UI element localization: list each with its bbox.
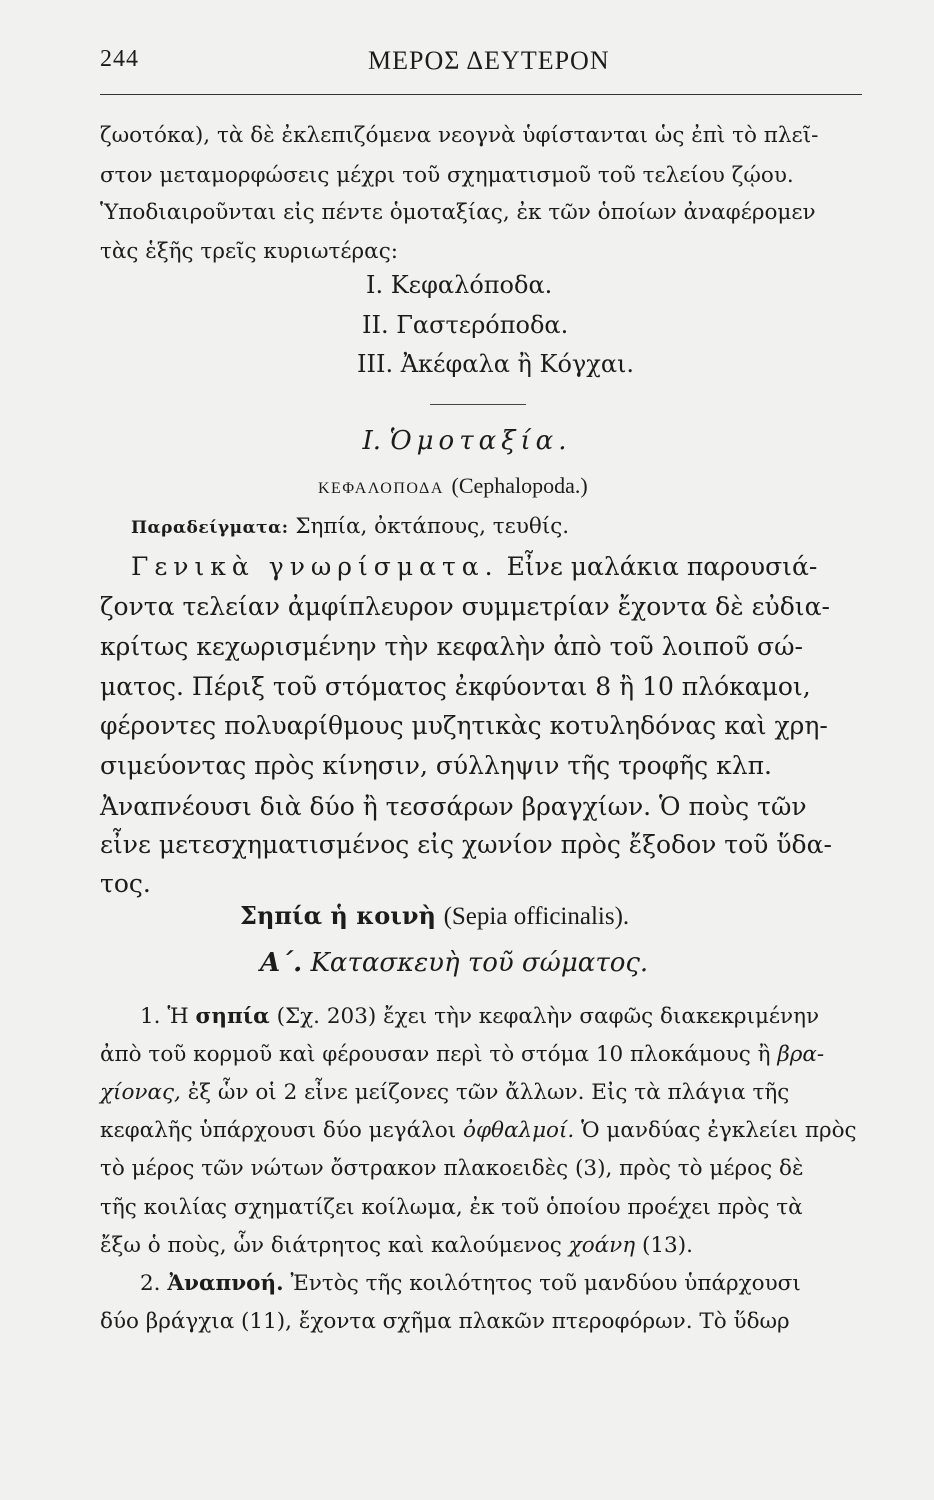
page-number: 244 (100, 46, 139, 72)
general-line-9: τος. (100, 869, 151, 898)
class-numeral: II. (362, 311, 389, 339)
p1-text: Ὁ μανδύας ἐγκλείει πρὸς (581, 1118, 857, 1143)
general-line-8: εἶνε μετεσχηματισμένος εἰς χωνίον πρὸς ἔξοδον τοῦ ὕδα- (100, 830, 832, 859)
p2-line-1 (140, 1269, 801, 1299)
p1-line-5: τὸ μέρος τῶν νώτων ὄστρακον πλακοειδὲς (3), πρὸς τὸ μέρος δὲ (100, 1156, 804, 1181)
general-text: Εἶνε μαλάκια παρουσιά- (506, 552, 818, 581)
intro-line-3: Ὑποδιαιροῦνται εἰς πέντε ὁμοταξίας, ἐκ τῶν ὁποίων ἀναφέρομεν (100, 200, 816, 225)
class-numeral: III. (357, 350, 394, 378)
class-item-3 (357, 349, 634, 379)
p1-italic: χίονας, (100, 1080, 181, 1105)
section-heading (0, 426, 934, 456)
section-title: Ὁμοταξία. (389, 426, 572, 456)
header-rule (100, 94, 862, 95)
general-line-6: σιμεύοντας πρὸς κίνησιν, σύλληψιν τῆς τροφῆς κλπ. (100, 751, 772, 780)
general-line-7: Ἀναπνέουσι διὰ δύο ἢ τεσσάρων βραγχίων. Ὁ ποὺς τῶν (100, 792, 807, 821)
p2-number: 2. (140, 1271, 161, 1296)
subtitle-latin: (Cephalopoda.) (451, 473, 588, 498)
p1-line-4 (100, 1116, 857, 1146)
species-latin: (Sepia officinalis). (443, 903, 630, 930)
class-name: Κεφαλόποδα. (390, 271, 553, 299)
p1-text: ἀπὸ τοῦ κορμοῦ καὶ φέρουσαν περὶ τὸ στόμα 10 πλοκάμους ἢ (100, 1042, 771, 1067)
p1-line-2 (100, 1040, 824, 1070)
p1-line-6: τῆς κοιλίας σχηματίζει κοίλωμα, ἐκ τοῦ ὁποίου προέχει πρὸς τὰ (100, 1195, 803, 1220)
p1-line-1 (140, 1002, 819, 1032)
p1-italic: ὀφθαλμοί. (463, 1118, 575, 1143)
class-numeral: I. (366, 271, 384, 299)
p1-text: κεφαλῆς ὑπάρχουσι δύο μεγάλοι (100, 1118, 457, 1143)
subsection-letter: Α΄. (260, 948, 303, 978)
section-divider (430, 404, 526, 405)
subtitle-greek: ΚΕΦΑΛΟΠΟΔΑ (318, 480, 444, 497)
p1-text: ἐξ ὧν οἱ 2 εἶνε μείζονες τῶν ἄλλων. Εἰς τὰ πλάγια τῆς (187, 1080, 790, 1105)
species-name: Σηπία ἡ κοινὴ (240, 901, 436, 930)
running-head: ΜΕΡΟΣ ΔΕΥΤΕΡΟΝ (368, 46, 610, 75)
general-heading: Γενικὰ γνωρίσματα. (131, 552, 499, 581)
p2-text: Ἐντὸς τῆς κοιλότητος τοῦ μανδύου ὑπάρχουσι (290, 1271, 801, 1296)
p1-line-7 (100, 1231, 693, 1261)
class-name: Ἀκέφαλα ἢ Κόγχαι. (400, 350, 635, 378)
general-line-1 (131, 552, 817, 582)
p1-text: (13). (641, 1233, 693, 1258)
page-header (100, 46, 860, 86)
examples-text: Σηπία, ὀκτάπους, τευθίς. (295, 514, 570, 539)
intro-line-1: ζωοτόκα), τὰ δὲ ἐκλεπιζόμενα νεογνὰ ὑφίστανται ὡς ἐπὶ τὸ πλεῖ- (100, 123, 819, 148)
species-heading (240, 901, 629, 932)
intro-line-2: στον μεταμορφώσεις μέχρι τοῦ σχηματισμοῦ τοῦ τελείου ζῴου. (100, 163, 794, 188)
general-line-3: κρίτως κεχωρισμένην τὴν κεφαλὴν ἀπὸ τοῦ λοιποῦ σώ- (100, 632, 803, 661)
p1-text: (Σχ. 203) ἔχει τὴν κεφαλὴν σαφῶς διακεκριμένην (276, 1004, 820, 1029)
p1-number: 1. (140, 1004, 161, 1029)
subsection-title: Κατασκευὴ τοῦ σώματος. (310, 948, 649, 978)
intro-line-4: τὰς ἑξῆς τρεῖς κυριωτέρας: (100, 239, 398, 264)
class-item-2 (362, 310, 568, 340)
p1-article: Ἡ (167, 1004, 189, 1029)
p1-italic: βρα- (777, 1042, 825, 1067)
p1-italic: χοάνη (568, 1233, 636, 1258)
subsection-heading (260, 948, 648, 978)
section-subtitle (318, 470, 588, 504)
general-line-5: φέροντες πολυαρίθμους μυζητικὰς κοτυληδόνας καὶ χρη- (100, 711, 828, 740)
general-line-4: ματος. Πέριξ τοῦ στόματος ἐκφύονται 8 ἢ 10 πλόκαμοι, (100, 672, 811, 701)
p2-term: Ἀναπνοή. (167, 1271, 284, 1296)
general-line-2: ζοντα τελείαν ἀμφίπλευρον συμμετρίαν ἔχοντα δὲ εὐδια- (100, 592, 830, 621)
examples-label: Παραδείγματα: (131, 518, 289, 538)
p1-text: ἔξω ὁ ποὺς, ὧν διάτρητος καὶ καλούμενος (100, 1233, 562, 1258)
class-item-1 (366, 270, 552, 300)
section-numeral: I. (362, 426, 382, 456)
class-name: Γαστερόποδα. (396, 311, 569, 339)
p2-line-2: δύο βράγχια (11), ἔχοντα σχῆμα πλακῶν πτεροφόρων. Τὸ ὕδωρ (100, 1309, 790, 1334)
p1-line-3 (100, 1078, 789, 1108)
p1-term: σηπία (195, 1004, 270, 1029)
examples-line (131, 512, 569, 543)
